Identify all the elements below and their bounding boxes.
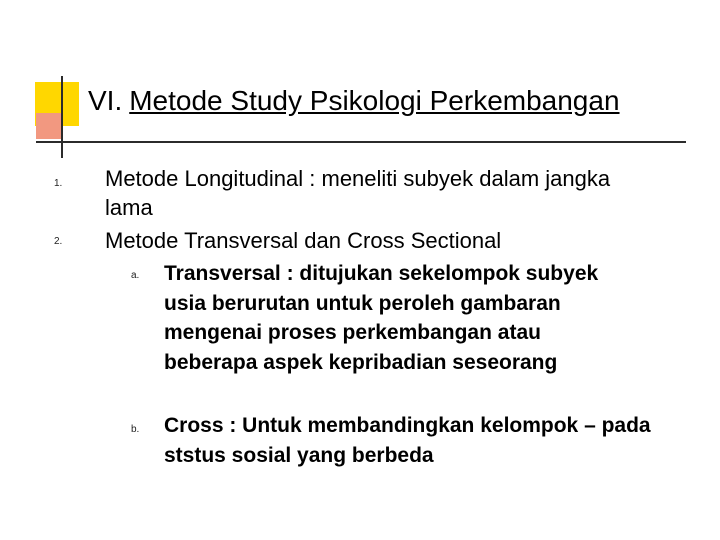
decor-red-square [36,113,62,139]
subitem-marker: b. [131,424,140,435]
item-marker: 2. [54,236,63,247]
decor-vertical-line [61,76,63,158]
slide-title [88,84,620,118]
item-marker: 1. [54,178,63,189]
sub-list-item: Cross : Untuk membandingkan kelompok – pada ststus sosial yang berbeda [164,414,651,467]
sub-list-item: Transversal : ditujukan sekelompok subyek usia berurutan untuk peroleh gambaran mengenai proses perkembangan atau beberapa aspek kepribadian seseorang [164,262,599,374]
title-number: VI. [88,85,123,116]
title-text: Metode Study Psikologi Perkembangan [129,85,620,116]
list-item: Metode Longitudinal : meneliti subyek dalam jangka lama [105,166,611,220]
subitem-marker: a. [131,270,140,281]
decor-horizontal-line [36,141,686,143]
list-item: Metode Transversal dan Cross Sectional [105,228,502,253]
